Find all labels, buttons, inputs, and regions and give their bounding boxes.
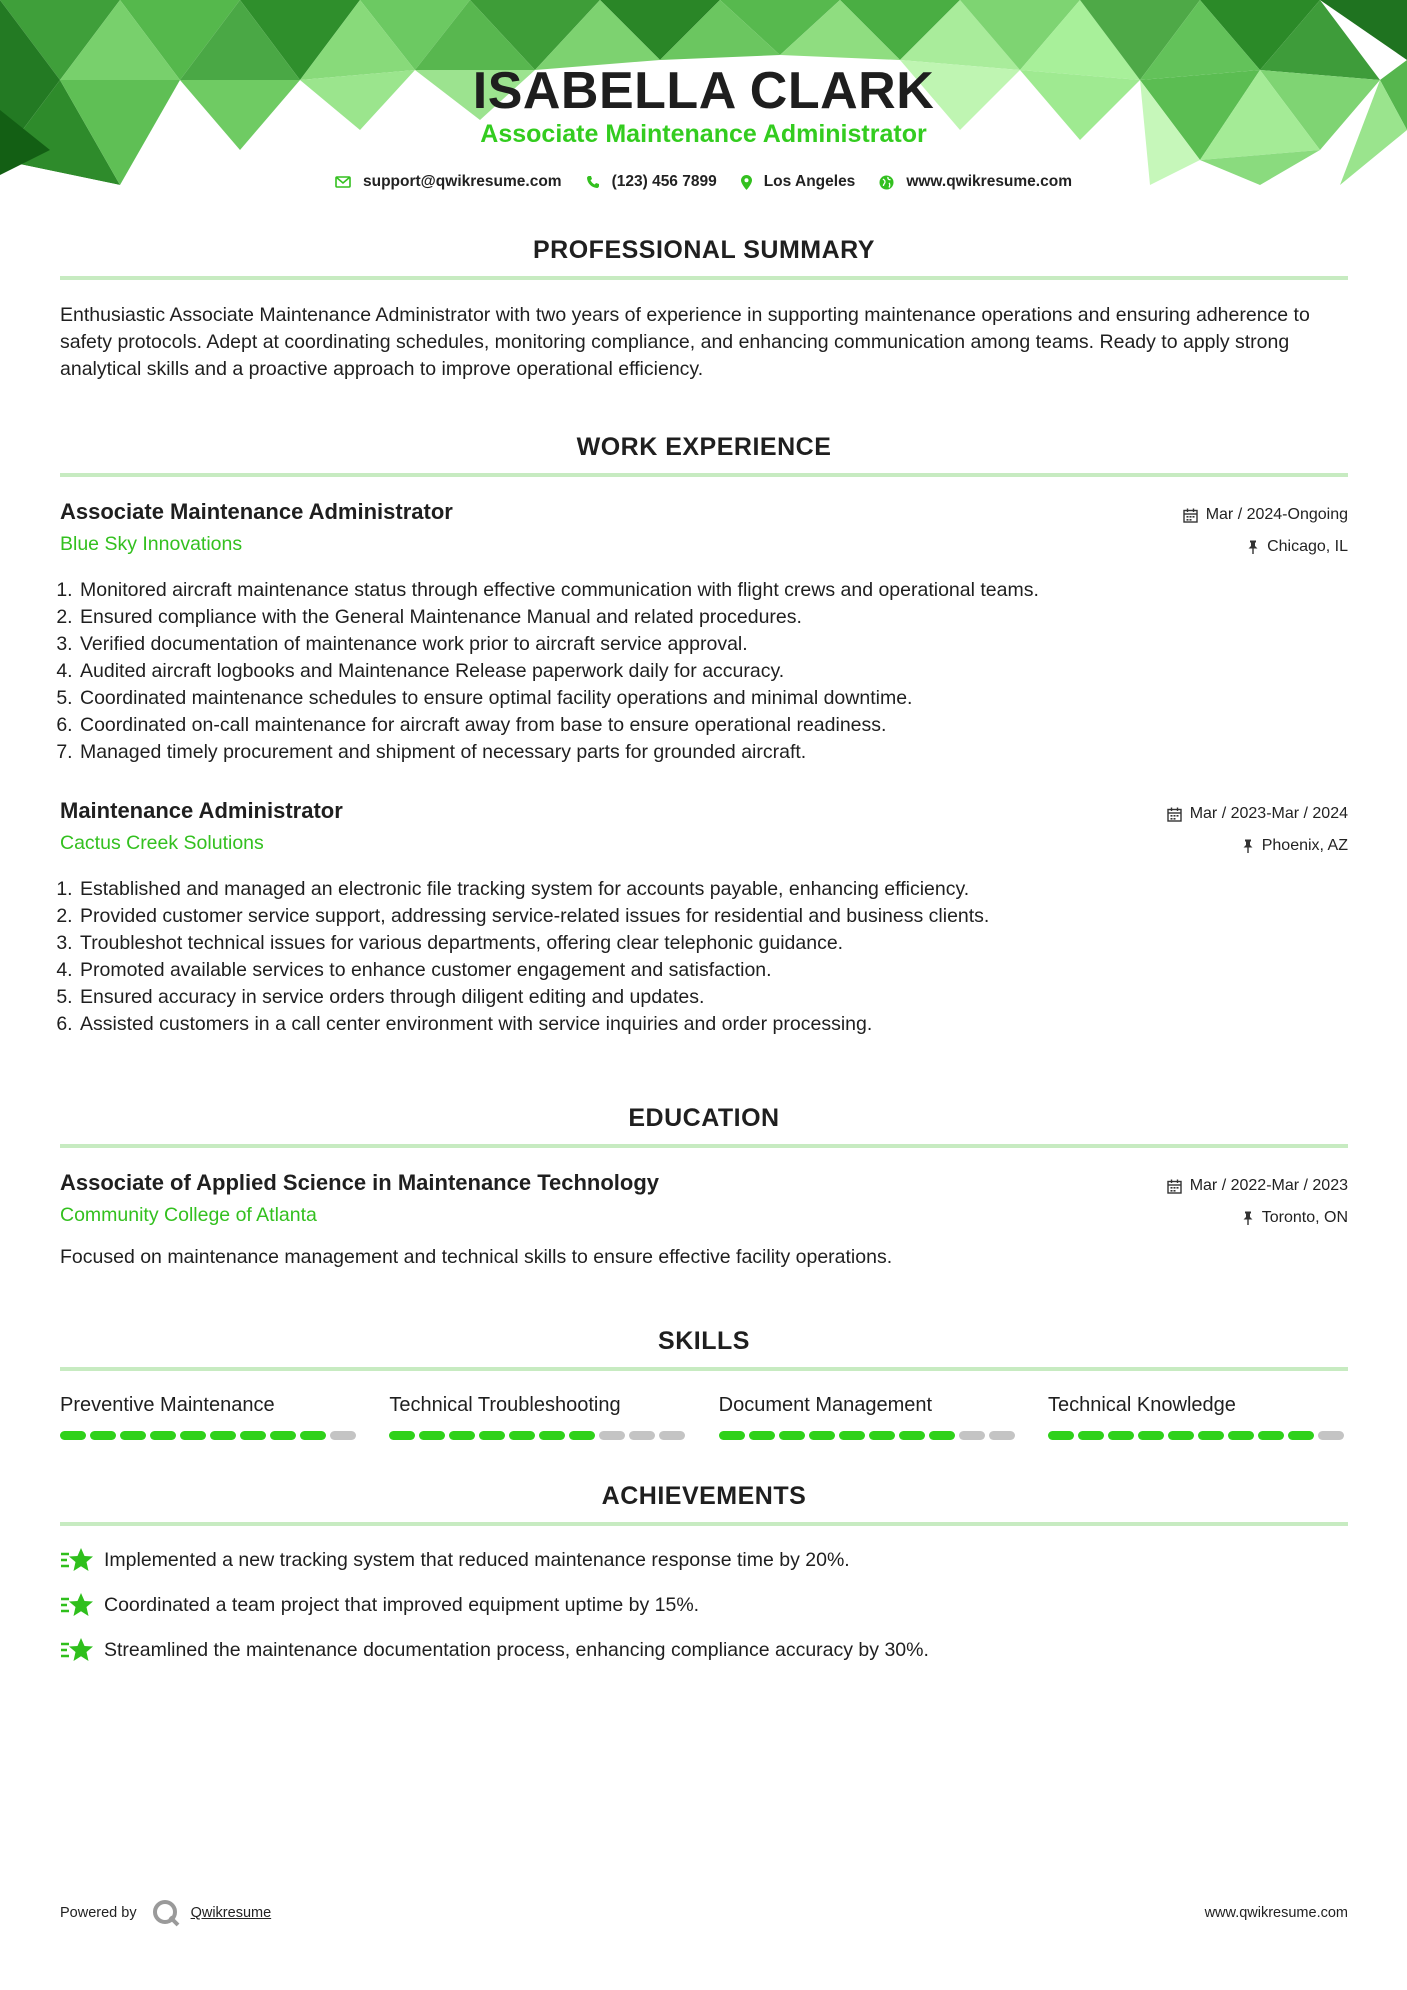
skill-item xyxy=(1048,1391,1348,1440)
skill-item xyxy=(60,1391,360,1440)
star-icon xyxy=(60,1636,94,1664)
job-entry xyxy=(60,798,1348,1038)
achievements-section xyxy=(60,1476,1348,1664)
section-divider xyxy=(60,276,1348,280)
skill-segment-filled xyxy=(809,1431,835,1440)
list-item: 6. Coordinated on-call maintenance for aircraft away from base to ensure operational readiness. xyxy=(78,712,1348,739)
achievements-list xyxy=(60,1546,1348,1664)
job-entry xyxy=(60,499,1348,766)
skill-level-bar xyxy=(1048,1431,1348,1440)
skill-segment-filled xyxy=(539,1431,565,1440)
list-item: 7. Managed timely procurement and shipment of necessary parts for grounded aircraft. xyxy=(78,739,1348,766)
candidate-name: ISABELLA CLARK xyxy=(472,62,935,120)
section-divider xyxy=(60,1367,1348,1371)
email-text: support@qwikresume.com xyxy=(363,173,562,190)
list-item xyxy=(60,1636,1348,1664)
skill-segment-filled xyxy=(749,1431,775,1440)
skill-level-bar xyxy=(389,1431,689,1440)
skill-segment-filled xyxy=(1138,1431,1164,1440)
skills-section xyxy=(60,1321,1348,1440)
achievement-text: Implemented a new tracking system that reduced maintenance response time by 20%. xyxy=(104,1548,850,1571)
education-dates: Mar / 2022-Mar / 2023 xyxy=(1189,1177,1348,1194)
qwikresume-logo-icon xyxy=(151,1898,181,1928)
location-text: Los Angeles xyxy=(763,173,856,190)
skill-level-bar xyxy=(719,1431,1019,1440)
section-title-achievements: ACHIEVEMENTS xyxy=(601,1482,807,1510)
job-duties xyxy=(60,577,1348,766)
skill-segment-filled xyxy=(869,1431,895,1440)
section-title-skills: SKILLS xyxy=(658,1327,750,1355)
section-divider xyxy=(60,1522,1348,1526)
list-item: 2. Ensured compliance with the General Maintenance Manual and related procedures. xyxy=(78,604,1348,631)
skill-segment-empty xyxy=(330,1431,356,1440)
skill-segment-filled xyxy=(270,1431,296,1440)
achievement-text: Coordinated a team project that improved equipment uptime by 15%. xyxy=(104,1593,700,1616)
list-item: 5. Ensured accuracy in service orders through diligent editing and updates. xyxy=(78,984,1348,1011)
skill-level-bar xyxy=(60,1431,360,1440)
list-item: 2. Provided customer service support, addressing service-related issues for residential and business clients. xyxy=(78,903,1348,930)
skill-segment-filled xyxy=(1198,1431,1224,1440)
star-icon xyxy=(60,1591,94,1619)
skill-segment-empty xyxy=(659,1431,685,1440)
skill-segment-filled xyxy=(150,1431,176,1440)
education-school: Community College of Atlanta xyxy=(60,1204,317,1226)
skill-segment-filled xyxy=(300,1431,326,1440)
contact-location xyxy=(741,173,856,191)
list-item: 1. Monitored aircraft maintenance status through effective communication with flight crews and operational teams. xyxy=(78,577,1348,604)
skill-segment-filled xyxy=(1168,1431,1194,1440)
experience-section xyxy=(60,427,1348,1038)
skill-segment-filled xyxy=(120,1431,146,1440)
skill-segment-filled xyxy=(90,1431,116,1440)
section-title-experience: WORK EXPERIENCE xyxy=(576,433,832,461)
skills-list xyxy=(60,1391,1348,1440)
resume-body xyxy=(60,230,1348,1681)
education-entry xyxy=(60,1170,1348,1271)
list-item: 3. Verified documentation of maintenance work prior to aircraft service approval. xyxy=(78,631,1348,658)
pin-icon xyxy=(1247,540,1259,554)
contact-bar xyxy=(0,173,1407,191)
section-divider xyxy=(60,1144,1348,1148)
skill-item xyxy=(719,1391,1019,1440)
education-location: Toronto, ON xyxy=(1261,1209,1348,1226)
pin-icon xyxy=(1242,839,1254,853)
footer-website[interactable]: www.qwikresume.com xyxy=(1204,1905,1348,1921)
phone-icon xyxy=(586,175,600,189)
summary-text: Enthusiastic Associate Maintenance Administrator with two years of experience in supporting maintenance operations and ensuring adherence to safety protocols. Adept at coordinating schedules, monitoring compliance, and enhancing communication among teams. Ready to apply strong analytical skills and a proactive approach to improve operational efficiency. xyxy=(60,304,1310,380)
list-item: 4. Audited aircraft logbooks and Maintenance Release paperwork daily for accuracy. xyxy=(78,658,1348,685)
skill-segment-filled xyxy=(180,1431,206,1440)
skill-segment-empty xyxy=(1318,1431,1344,1440)
skill-segment-filled xyxy=(449,1431,475,1440)
section-divider xyxy=(60,473,1348,477)
job-location: Phoenix, AZ xyxy=(1261,837,1348,854)
skill-segment-filled xyxy=(1078,1431,1104,1440)
list-item: 1. Established and managed an electronic file tracking system for accounts payable, enhancing efficiency. xyxy=(78,876,1348,903)
skill-segment-filled xyxy=(839,1431,865,1440)
qwikresume-link[interactable]: Qwikresume xyxy=(190,1905,272,1921)
skill-name: Document Management xyxy=(718,1394,933,1416)
page-footer xyxy=(60,1898,1348,1928)
website-text: www.qwikresume.com xyxy=(906,173,1072,190)
globe-icon xyxy=(879,175,894,190)
skill-name: Technical Troubleshooting xyxy=(389,1394,621,1416)
list-item: 5. Coordinated maintenance schedules to ensure optimal facility operations and minimal downtime. xyxy=(78,685,1348,712)
skill-segment-filled xyxy=(1288,1431,1314,1440)
skill-name: Preventive Maintenance xyxy=(60,1394,275,1416)
phone-text: (123) 456 7899 xyxy=(611,173,717,190)
list-item: 6. Assisted customers in a call center environment with service inquiries and order processing. xyxy=(78,1011,1348,1038)
skill-segment-filled xyxy=(569,1431,595,1440)
skill-segment-filled xyxy=(1228,1431,1254,1440)
skill-segment-filled xyxy=(929,1431,955,1440)
candidate-title: Associate Maintenance Administrator xyxy=(480,120,927,148)
contact-website[interactable] xyxy=(879,173,1072,191)
skill-segment-filled xyxy=(1048,1431,1074,1440)
calendar-icon xyxy=(1183,508,1198,523)
skill-segment-filled xyxy=(210,1431,236,1440)
education-degree: Associate of Applied Science in Maintenance Technology xyxy=(60,1170,660,1195)
section-title-education: EDUCATION xyxy=(628,1104,780,1132)
skill-segment-filled xyxy=(419,1431,445,1440)
envelope-icon xyxy=(335,176,351,188)
skill-segment-empty xyxy=(599,1431,625,1440)
skill-segment-filled xyxy=(240,1431,266,1440)
map-pin-icon xyxy=(741,175,752,190)
job-dates: Mar / 2023-Mar / 2024 xyxy=(1189,805,1348,822)
job-role: Associate Maintenance Administrator xyxy=(60,499,453,524)
skill-segment-empty xyxy=(989,1431,1015,1440)
skill-segment-empty xyxy=(629,1431,655,1440)
contact-email[interactable] xyxy=(335,173,562,191)
job-duties xyxy=(60,876,1348,1038)
skill-segment-filled xyxy=(479,1431,505,1440)
job-location: Chicago, IL xyxy=(1267,538,1348,555)
skill-segment-filled xyxy=(779,1431,805,1440)
calendar-icon xyxy=(1167,1179,1182,1194)
skill-segment-filled xyxy=(899,1431,925,1440)
education-description: Focused on maintenance management and technical skills to ensure effective facility operations. xyxy=(60,1246,893,1268)
list-item xyxy=(60,1546,1348,1574)
skill-segment-filled xyxy=(389,1431,415,1440)
powered-by-label: Powered by xyxy=(60,1905,137,1921)
skill-segment-filled xyxy=(719,1431,745,1440)
job-role: Maintenance Administrator xyxy=(60,798,343,823)
skill-segment-filled xyxy=(60,1431,86,1440)
skill-item xyxy=(389,1391,689,1440)
achievement-text: Streamlined the maintenance documentation process, enhancing compliance accuracy by 30%. xyxy=(104,1638,929,1661)
skill-segment-filled xyxy=(1108,1431,1134,1440)
job-company: Cactus Creek Solutions xyxy=(60,832,264,854)
skill-segment-filled xyxy=(509,1431,535,1440)
job-dates: Mar / 2024-Ongoing xyxy=(1205,506,1348,523)
resume-header xyxy=(0,0,1407,200)
section-title-summary: PROFESSIONAL SUMMARY xyxy=(533,236,875,264)
list-item: 3. Troubleshot technical issues for various departments, offering clear telephonic guidance. xyxy=(78,930,1348,957)
star-icon xyxy=(60,1546,94,1574)
education-section xyxy=(60,1098,1348,1271)
skill-segment-filled xyxy=(1258,1431,1284,1440)
summary-section xyxy=(60,230,1348,383)
pin-icon xyxy=(1242,1211,1254,1225)
contact-phone[interactable] xyxy=(586,173,717,191)
list-item xyxy=(60,1591,1348,1619)
skill-segment-empty xyxy=(959,1431,985,1440)
list-item: 4. Promoted available services to enhance customer engagement and satisfaction. xyxy=(78,957,1348,984)
job-company: Blue Sky Innovations xyxy=(60,533,243,555)
skill-name: Technical Knowledge xyxy=(1047,1394,1236,1416)
calendar-icon xyxy=(1167,807,1182,822)
